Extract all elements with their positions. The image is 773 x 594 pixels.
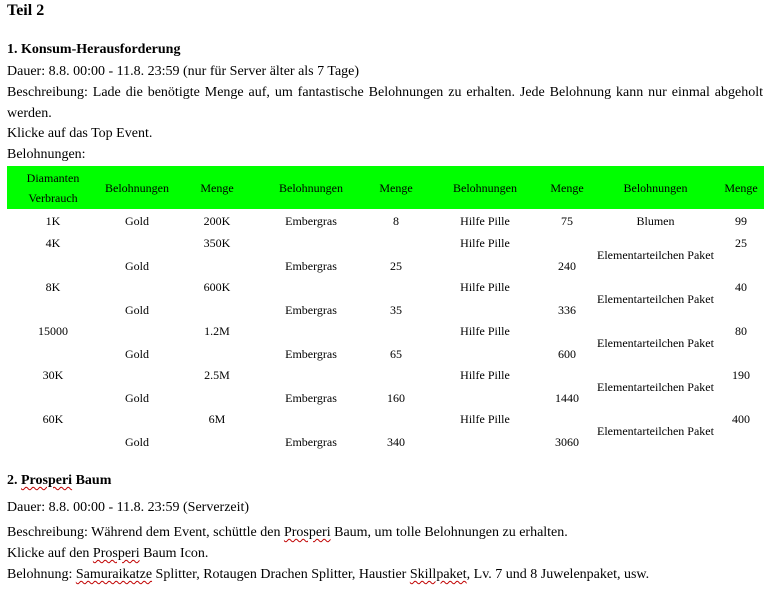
rewards-table [7,166,764,453]
table-row [7,209,764,233]
table-cell: 1.2M [204,324,230,338]
col-header-menge-4: Menge [718,166,764,209]
table-cell: Embergras [285,435,337,449]
table-cell: Hilfe Pille [460,236,510,250]
page-heading: Teil 2 [7,2,45,19]
table-cell: Elementarteilchen Paket [597,424,714,438]
col-header-menge-3: Menge [541,166,593,209]
spellcheck-word: Prosperi [283,525,331,540]
table-cell: 15000 [38,324,68,338]
table-cell: 400 [732,412,750,426]
section2-description: Beschreibung: Während dem Event, schüttle den Prosperi Baum, um tolle Belohnungen zu erhalten. [7,525,568,540]
table-cell: 600 [558,347,576,361]
table-cell: Hilfe Pille [460,213,510,228]
table-cell: 25 [735,236,747,250]
table-row [7,321,764,365]
table-cell: Blumen [636,213,675,228]
table-cell: Embergras [285,303,337,317]
col-header-belohnungen-3: Belohnungen [429,166,541,209]
table-cell: 65 [390,347,402,361]
table-cell: Embergras [285,347,337,361]
table-row [7,365,764,409]
table-cell: 340 [387,435,405,449]
section1-rewards-label: Belohnungen: [7,147,86,162]
table-row [7,233,764,277]
table-cell: Embergras [285,259,337,273]
table-cell: 6M [208,412,226,426]
table-cell: 40 [735,280,747,294]
col-header-belohnungen-4: Belohnungen [593,166,718,209]
table-cell: Elementarteilchen Paket [597,292,714,306]
section1-duration: Dauer: 8.8. 00:00 - 11.8. 23:59 (nur für Server älter als 7 Tage) [7,64,360,79]
table-cell: 1K [45,213,61,228]
table-header-row [7,166,764,209]
section2-rewards: Belohnung: Samuraikatze Splitter, Rotaugen Drachen Splitter, Haustier Skillpaket, Lv. 7 und 8 Juwelenpaket, usw. [7,567,650,582]
table-cell: 80 [735,324,747,338]
table-cell: Hilfe Pille [460,412,510,426]
table-cell: 3060 [555,435,579,449]
table-cell: Hilfe Pille [460,324,510,338]
table-cell: 200K [203,213,231,228]
table-cell: Gold [125,213,149,228]
spellcheck-word: Prosperi [21,473,73,488]
table-cell: 350K [203,236,231,250]
col-header-menge-2: Menge [363,166,429,209]
table-cell: Embergras [285,391,337,405]
section2-duration: Dauer: 8.8. 00:00 - 11.8. 23:59 (Serverzeit) [7,500,250,515]
spellcheck-word: Samuraikatze [75,567,153,582]
table-cell: Gold [125,347,149,361]
table-cell: Elementarteilchen Paket [597,248,714,262]
table-cell: 99 [735,213,747,228]
section1-title: 1. Konsum-Herausforderung [7,42,181,57]
col-header-diamanten: Diamanten Verbrauch [7,166,99,209]
table-cell: 60K [42,412,64,426]
table-cell: Hilfe Pille [460,368,510,382]
table-cell: Embergras [285,213,337,228]
table-cell: 336 [558,303,576,317]
table-cell: Hilfe Pille [460,280,510,294]
table-cell: 240 [558,259,576,273]
section1-description: Beschreibung: Lade die benötigte Menge auf, um fantastische Belohnungen zu erhalten. Jede Belohnung kann nur einmal abgeholt werden. [7,85,763,121]
col-header-menge-1: Menge [175,166,259,209]
table-cell: Elementarteilchen Paket [597,336,714,350]
table-cell: 2.5M [204,368,230,382]
table-row [7,409,764,453]
table-cell: 190 [732,368,750,382]
table-cell: 8 [393,213,399,228]
table-cell: 1440 [555,391,579,405]
section1-click-instruction: Klicke auf das Top Event. [7,126,153,141]
table-cell: 75 [561,213,573,228]
spellcheck-word: Skillpaket [409,567,467,582]
col-header-belohnungen-1: Belohnungen [99,166,175,209]
table-cell: Gold [125,303,149,317]
table-row [7,277,764,321]
section2-title: 2. Prosperi Baum [7,473,112,488]
section2-click-instruction: Klicke auf den Prosperi Baum Icon. [7,546,209,561]
table-cell: 4K [45,236,61,250]
table-cell: Gold [125,259,149,273]
table-cell: 35 [390,303,402,317]
table-cell: Elementarteilchen Paket [597,380,714,394]
table-cell: 8K [45,280,61,294]
table-cell: Gold [125,435,149,449]
table-cell: 25 [390,259,402,273]
table-cell: Gold [125,391,149,405]
spellcheck-word: Prosperi [92,546,140,561]
col-header-belohnungen-2: Belohnungen [259,166,363,209]
table-cell: 30K [42,368,64,382]
table-cell: 600K [203,280,231,294]
table-cell: 160 [387,391,405,405]
